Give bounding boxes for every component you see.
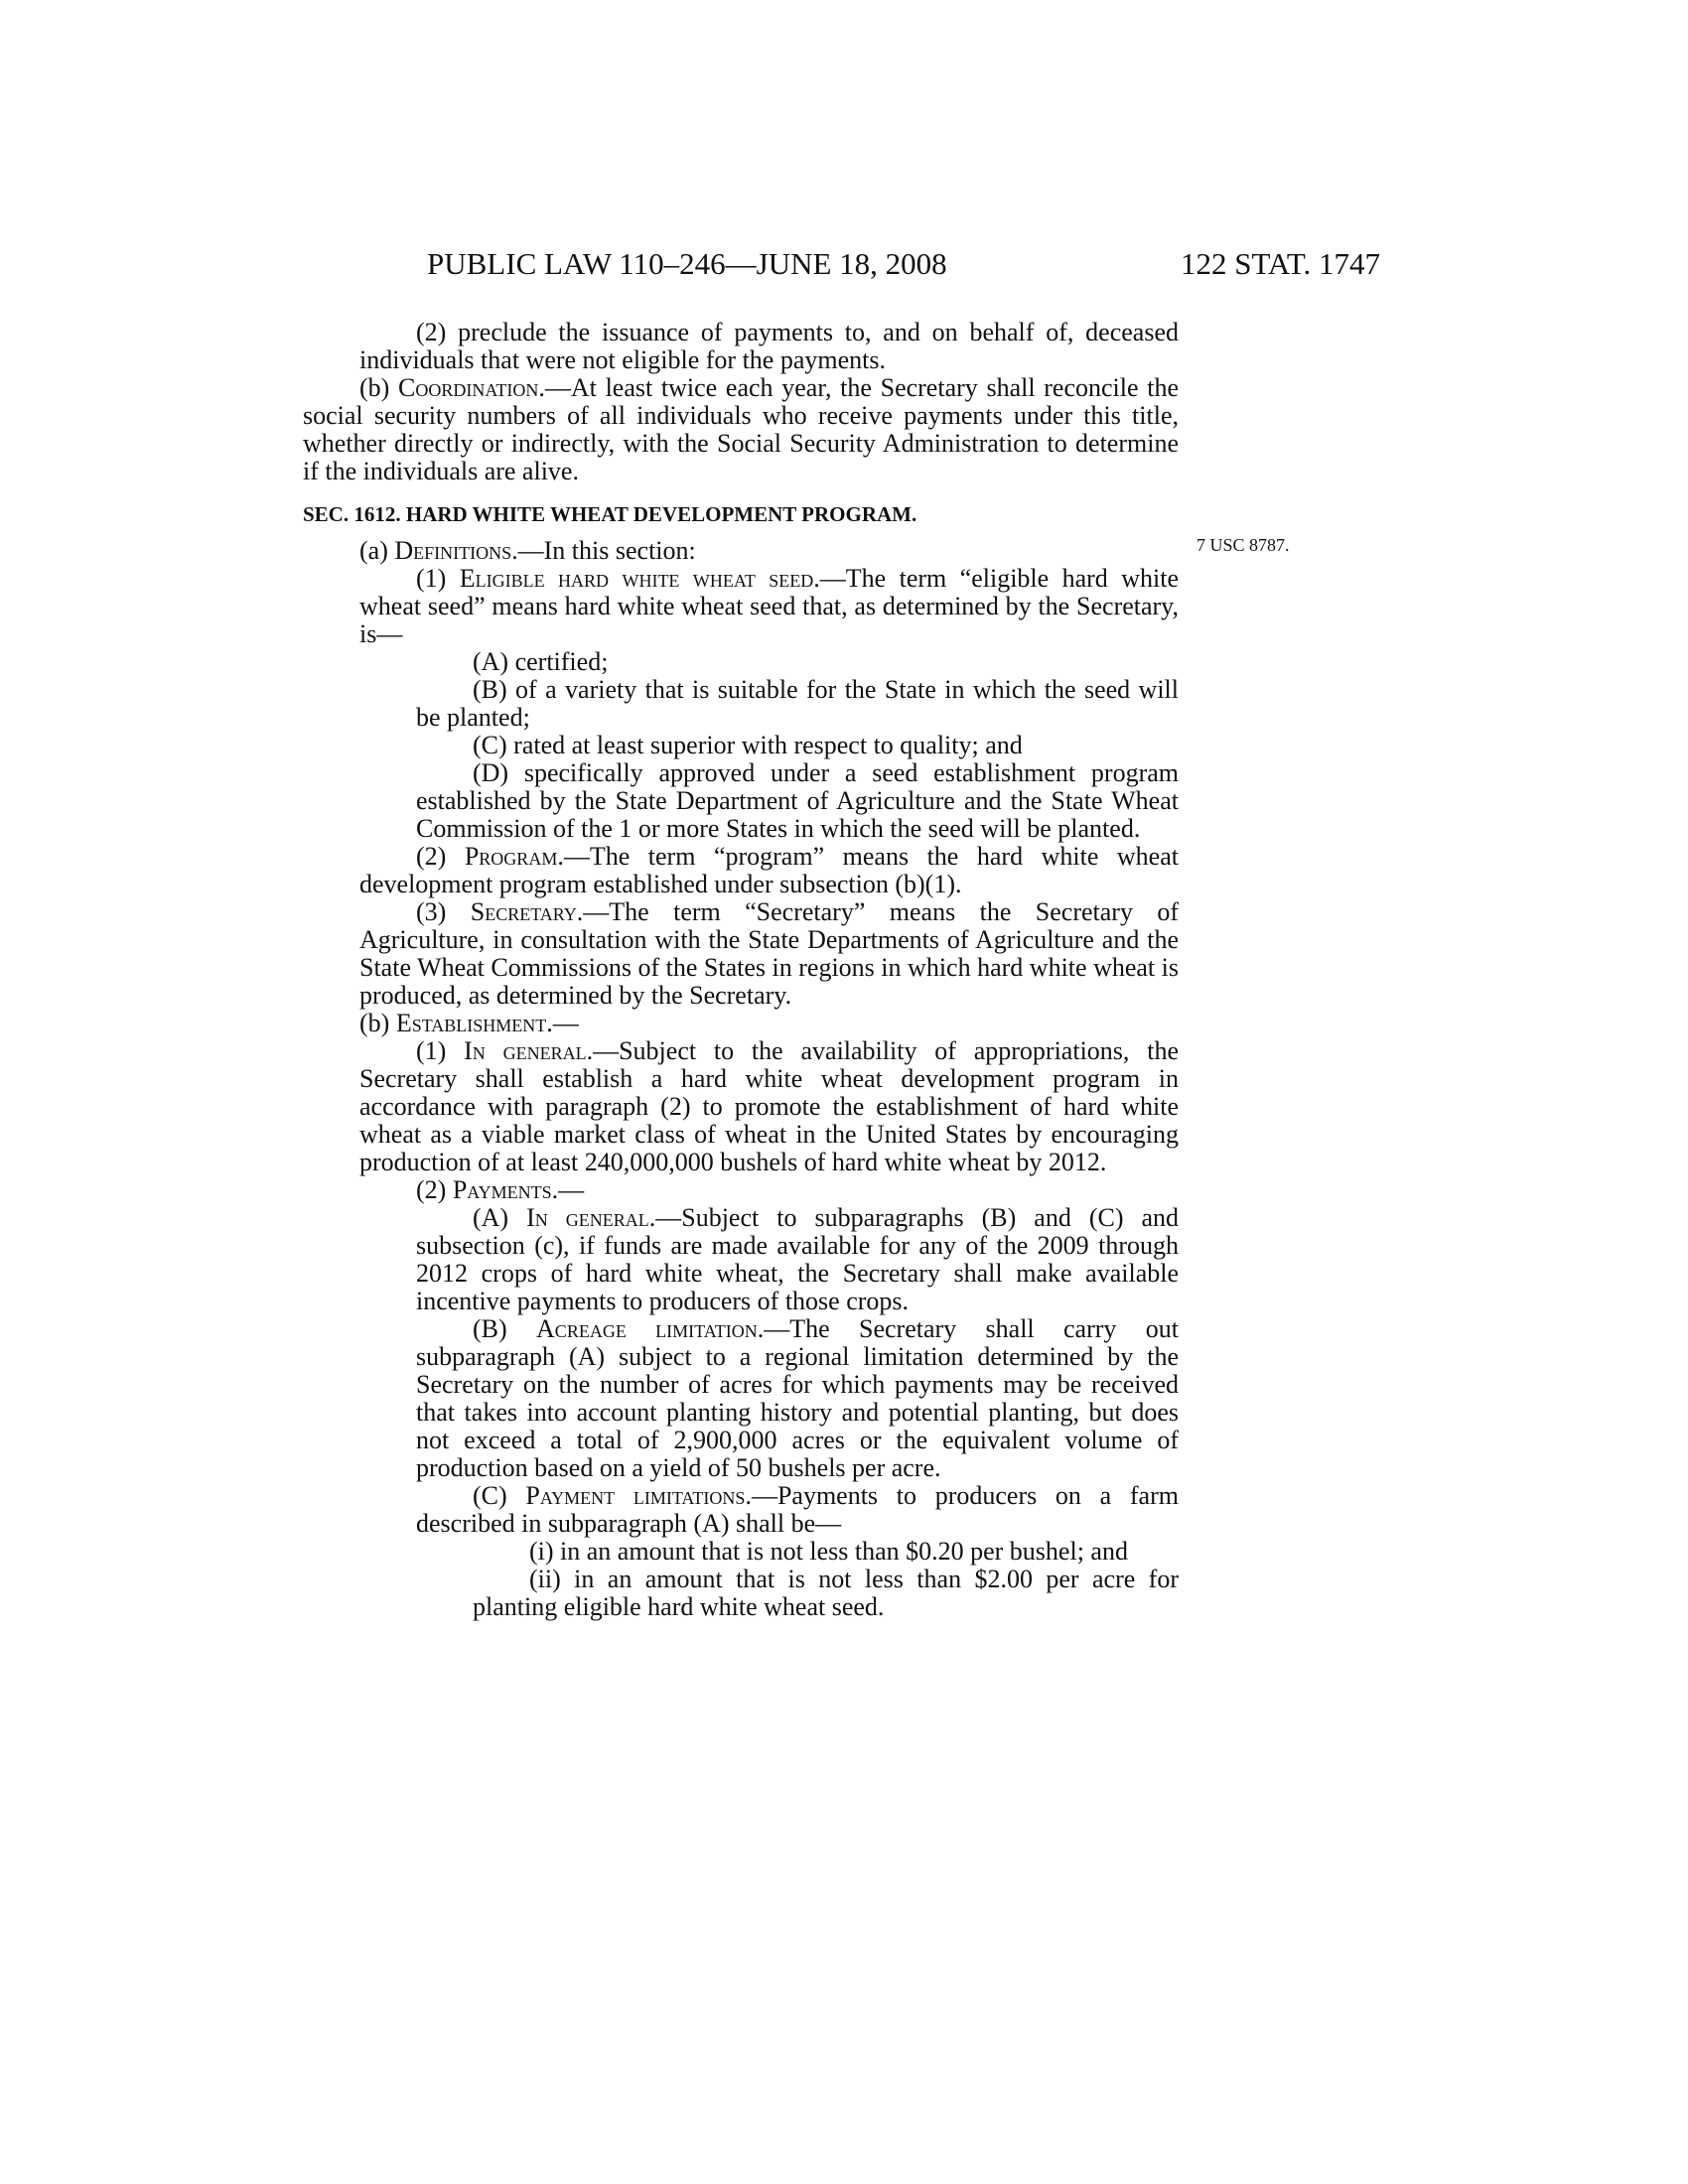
payments-C-heading: Payment limitations	[525, 1481, 746, 1510]
payments-B-heading: Acreage limitation	[536, 1314, 758, 1343]
definition-1-heading: Eligible hard white wheat seed	[459, 564, 814, 593]
definition-3-heading: Secretary	[470, 897, 577, 926]
stat-page-number: 122 STAT. 1747	[1180, 246, 1380, 281]
payments-heading: Payments	[452, 1175, 552, 1204]
definition-2	[303, 843, 1179, 898]
payments-B-label: (B)	[473, 1314, 537, 1343]
establishment-heading: Establishment	[395, 1009, 547, 1037]
payments-C-label: (C)	[473, 1481, 526, 1510]
law-title: PUBLIC LAW 110–246—JUNE 18, 2008	[427, 246, 947, 281]
definition-1-B: (B) of a variety that is suitable for the State in which the seed will be planted;	[416, 675, 1179, 732]
payments-C-i: (i) in an amount that is not less than $0.20 per bushel; and	[529, 1537, 1128, 1566]
subsection-b-label: (b)	[359, 373, 399, 402]
definition-2-label: (2)	[416, 842, 465, 871]
section-heading: SEC. 1612. HARD WHITE WHEAT DEVELOPMENT PROGRAM.	[303, 502, 917, 526]
payments-B-text: .—The Secretary shall carry out subparagraph (A) subject to a regional limitation determined by the Secretary on the number of acres for which payments may be received that takes into account planting history and potential planting, but does not exceed a total of 2,900,000 acres or the equivalent volume of production based on a yield of 50 bushels per acre.	[416, 1314, 1179, 1482]
definitions-label: (a)	[359, 536, 395, 565]
establishment-1	[303, 1037, 1179, 1176]
coordination-text: .—At least twice each year, the Secretary shall reconcile the social security numbers of all individuals who receive payments under this title, whether directly or indirectly, with the Social Security Administration to determine if the individuals are alive.	[303, 373, 1180, 485]
running-head	[427, 244, 1380, 284]
definitions-text: .—In this section:	[511, 536, 696, 565]
definition-3	[303, 898, 1179, 1010]
page-body	[303, 319, 1179, 1621]
definition-1-text: .—The term “eligible hard white wheat seed” means hard white wheat seed that, as determined by the Secretary, is—	[359, 564, 1179, 648]
definition-1-A: (A) certified;	[473, 647, 609, 676]
usc-citation-note: 7 USC 8787.	[1196, 535, 1290, 555]
subsection-b-establishment	[303, 1010, 1179, 1037]
definition-1-D: (D) specifically approved under a seed establishment program established by the State Department of Agriculture and the State Wheat Commission of the 1 or more States in which the seed will be planted.	[416, 758, 1179, 843]
paragraph-a2: (2) preclude the issuance of payments to, and on behalf of, deceased individuals that were not eligible for the payments.	[359, 318, 1179, 374]
establishment-1-text: .—Subject to the availability of appropriations, the Secretary shall establish a hard white wheat development program in accordance with paragraph (2) to promote the establishment of hard white wheat as a viable market class of wheat in the United States by encouraging production of at least 240,000,000 bushels of hard white wheat by 2012.	[359, 1036, 1179, 1176]
establishment-2	[303, 1176, 1179, 1204]
payments-text: .—	[551, 1175, 585, 1204]
establishment-2-label: (2)	[416, 1175, 453, 1204]
payments-C	[303, 1482, 1179, 1538]
definition-2-text: .—The term “program” means the hard white wheat development program established under subsection (b)(1).	[359, 842, 1179, 898]
establishment-1-heading: In general	[464, 1036, 587, 1065]
definition-1-C: (C) rated at least superior with respect to quality; and	[473, 731, 1023, 759]
payments-A-heading: In general	[526, 1203, 649, 1232]
definition-3-text: .—The term “Secretary” means the Secretary of Agriculture, in consultation with the State Departments of Agriculture and the State Wheat Commissions of the States in regions in which hard white wheat is produced, as determined by the Secretary.	[359, 897, 1180, 1010]
establishment-label: (b)	[359, 1009, 396, 1037]
payments-A-label: (A)	[473, 1203, 527, 1232]
establishment-text: .—	[546, 1009, 579, 1037]
definition-2-heading: Program	[464, 842, 558, 871]
establishment-1-label: (1)	[416, 1036, 465, 1065]
definitions-heading: Definitions	[394, 536, 512, 565]
subsection-b-coordination	[303, 374, 1179, 485]
coordination-heading: Coordination	[398, 373, 539, 402]
payments-B	[303, 1315, 1179, 1482]
payments-A	[303, 1204, 1179, 1315]
definition-3-label: (3)	[416, 897, 471, 926]
definition-1-label: (1)	[416, 564, 460, 593]
payments-C-ii: (ii) in an amount that is not less than $2.00 per acre for planting eligible hard white wheat seed.	[473, 1565, 1179, 1621]
definition-1	[303, 565, 1179, 648]
payments-C-text: .—Payments to producers on a farm described in subparagraph (A) shall be—	[416, 1481, 1179, 1538]
payments-A-text: .—Subject to subparagraphs (B) and (C) and subsection (c), if funds are made available for any of the 2009 through 2012 crops of hard white wheat, the Secretary shall make available incentive payments to producers of those crops.	[416, 1203, 1180, 1315]
subsection-a-definitions	[303, 537, 1179, 565]
